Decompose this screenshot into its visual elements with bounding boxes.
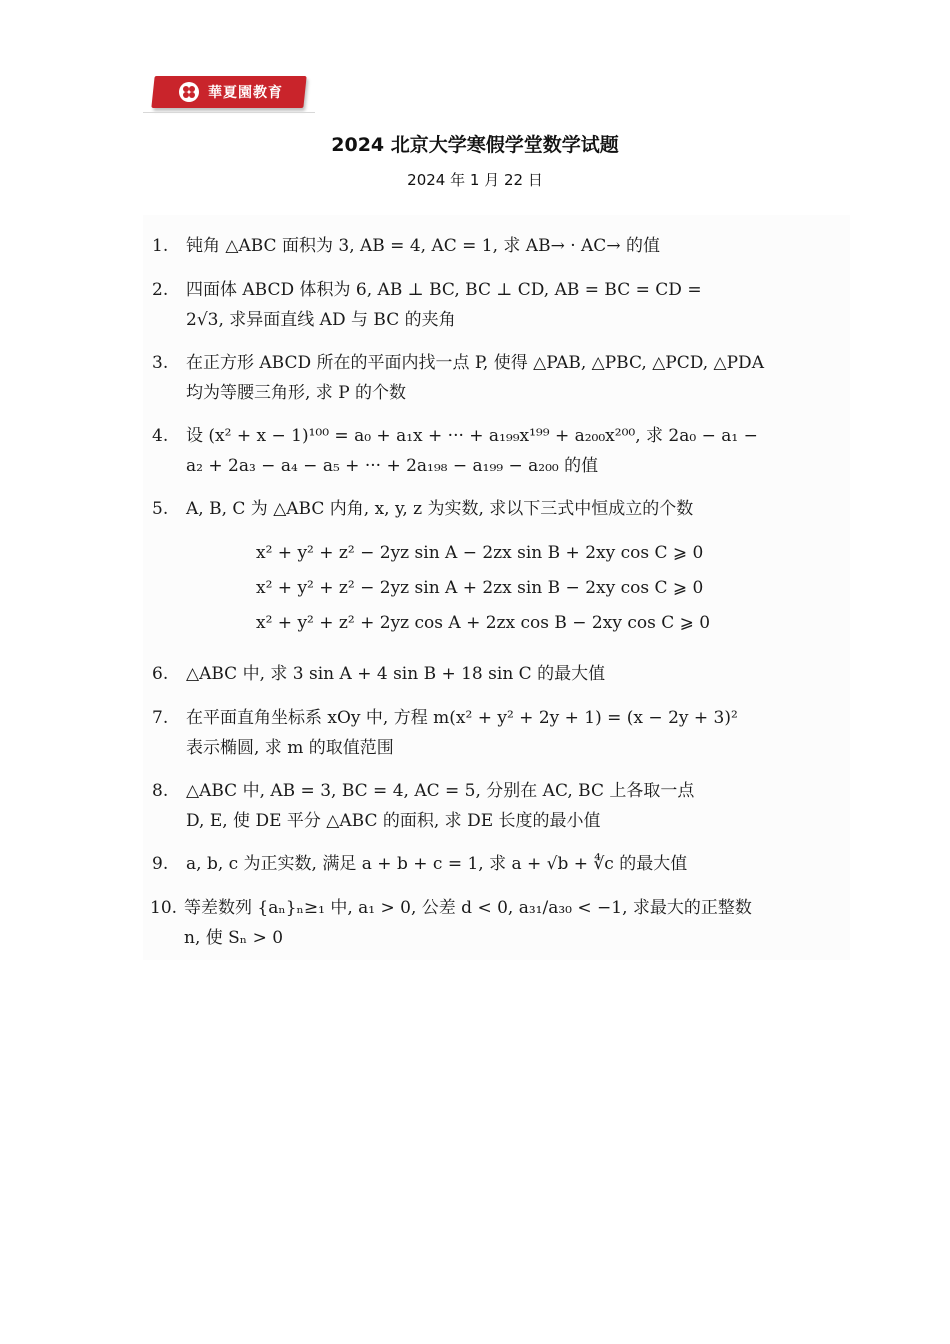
page-title: 2024 北京大学寒假学堂数学试题 <box>331 134 619 156</box>
question-text: 在正方形 ABCD 所在的平面内找一点 P, 使得 △PAB, △PBC, △PCD, △PDA <box>186 353 764 373</box>
question-4 <box>152 421 758 481</box>
question-text: △ABC 中, AB = 3, BC = 4, AC = 5, 分别在 AC, BC 上各取一点 <box>186 781 695 801</box>
question-number: 9. <box>152 854 169 874</box>
formula-line: x² + y² + z² − 2yz sin A − 2zx sin B + 2xy cos C ⩾ 0 <box>256 543 704 563</box>
question-number: 1. <box>152 236 169 256</box>
question-text: 等差数列 {aₙ}ₙ≥₁ 中, a₁ > 0, 公差 d < 0, a₃₁/a₃₀ < −1, 求最大的正整数 <box>184 898 752 918</box>
question-9 <box>152 849 687 879</box>
brand-logo <box>151 76 306 108</box>
question-text: 设 (x² + x − 1)¹⁰⁰ = a₀ + a₁x + ··· + a₁₉₉x¹⁹⁹ + a₂₀₀x²⁰⁰, 求 2a₀ − a₁ − <box>186 426 758 446</box>
question-text: a, b, c 为正实数, 满足 a + b + c = 1, 求 a + √b + ∜c 的最大值 <box>186 854 688 874</box>
question-3 <box>152 348 764 408</box>
question-number: 4. <box>152 426 169 446</box>
question-number: 3. <box>152 353 169 373</box>
question-7 <box>152 703 738 763</box>
question-number: 5. <box>152 499 169 519</box>
question-8 <box>152 776 694 836</box>
question-text-continued: n, 使 Sₙ > 0 <box>184 928 284 948</box>
question-text-continued: a₂ + 2a₃ − a₄ − a₅ + ··· + 2a₁₉₈ − a₁₉₉ − a₂₀₀ 的值 <box>186 456 599 476</box>
question-number: 8. <box>152 781 169 801</box>
question-number: 10. <box>150 898 178 918</box>
question-2 <box>152 275 702 335</box>
logo-divider <box>143 112 315 113</box>
formula-line: x² + y² + z² − 2yz sin A + 2zx sin B − 2xy cos C ⩾ 0 <box>256 578 704 598</box>
question-text-continued: D, E, 使 DE 平分 △ABC 的面积, 求 DE 长度的最小值 <box>186 811 601 831</box>
question-1 <box>152 231 660 261</box>
question-number: 7. <box>152 708 169 728</box>
question-10 <box>150 893 752 953</box>
question-number: 6. <box>152 664 169 684</box>
question-text-continued: 表示椭圆, 求 m 的取值范围 <box>186 738 394 758</box>
question-text: 钝角 △ABC 面积为 3, AB = 4, AC = 1, 求 AB→ · AC→ 的值 <box>186 236 660 256</box>
question-text-continued: 2√3, 求异面直线 AD 与 BC 的夹角 <box>186 310 456 330</box>
brand-logo-icon <box>179 82 199 102</box>
question-number: 2. <box>152 280 169 300</box>
formula-line: x² + y² + z² + 2yz cos A + 2zx cos B − 2xy cos C ⩾ 0 <box>256 613 711 633</box>
question-text: 在平面直角坐标系 xOy 中, 方程 m(x² + y² + 2y + 1) = (x − 2y + 3)² <box>186 708 738 728</box>
question-5 <box>152 494 693 524</box>
question-text: △ABC 中, 求 3 sin A + 4 sin B + 18 sin C 的最大值 <box>186 664 606 684</box>
page-date: 2024 年 1 月 22 日 <box>407 171 543 189</box>
question-6 <box>152 659 605 689</box>
question-text-continued: 均为等腰三角形, 求 P 的个数 <box>186 383 407 403</box>
question-text: A, B, C 为 △ABC 内角, x, y, z 为实数, 求以下三式中恒成立的个数 <box>186 499 694 519</box>
question-text: 四面体 ABCD 体积为 6, AB ⊥ BC, BC ⊥ CD, AB = BC = CD = <box>186 280 702 300</box>
brand-logo-text: 華夏園教育 <box>208 85 283 101</box>
